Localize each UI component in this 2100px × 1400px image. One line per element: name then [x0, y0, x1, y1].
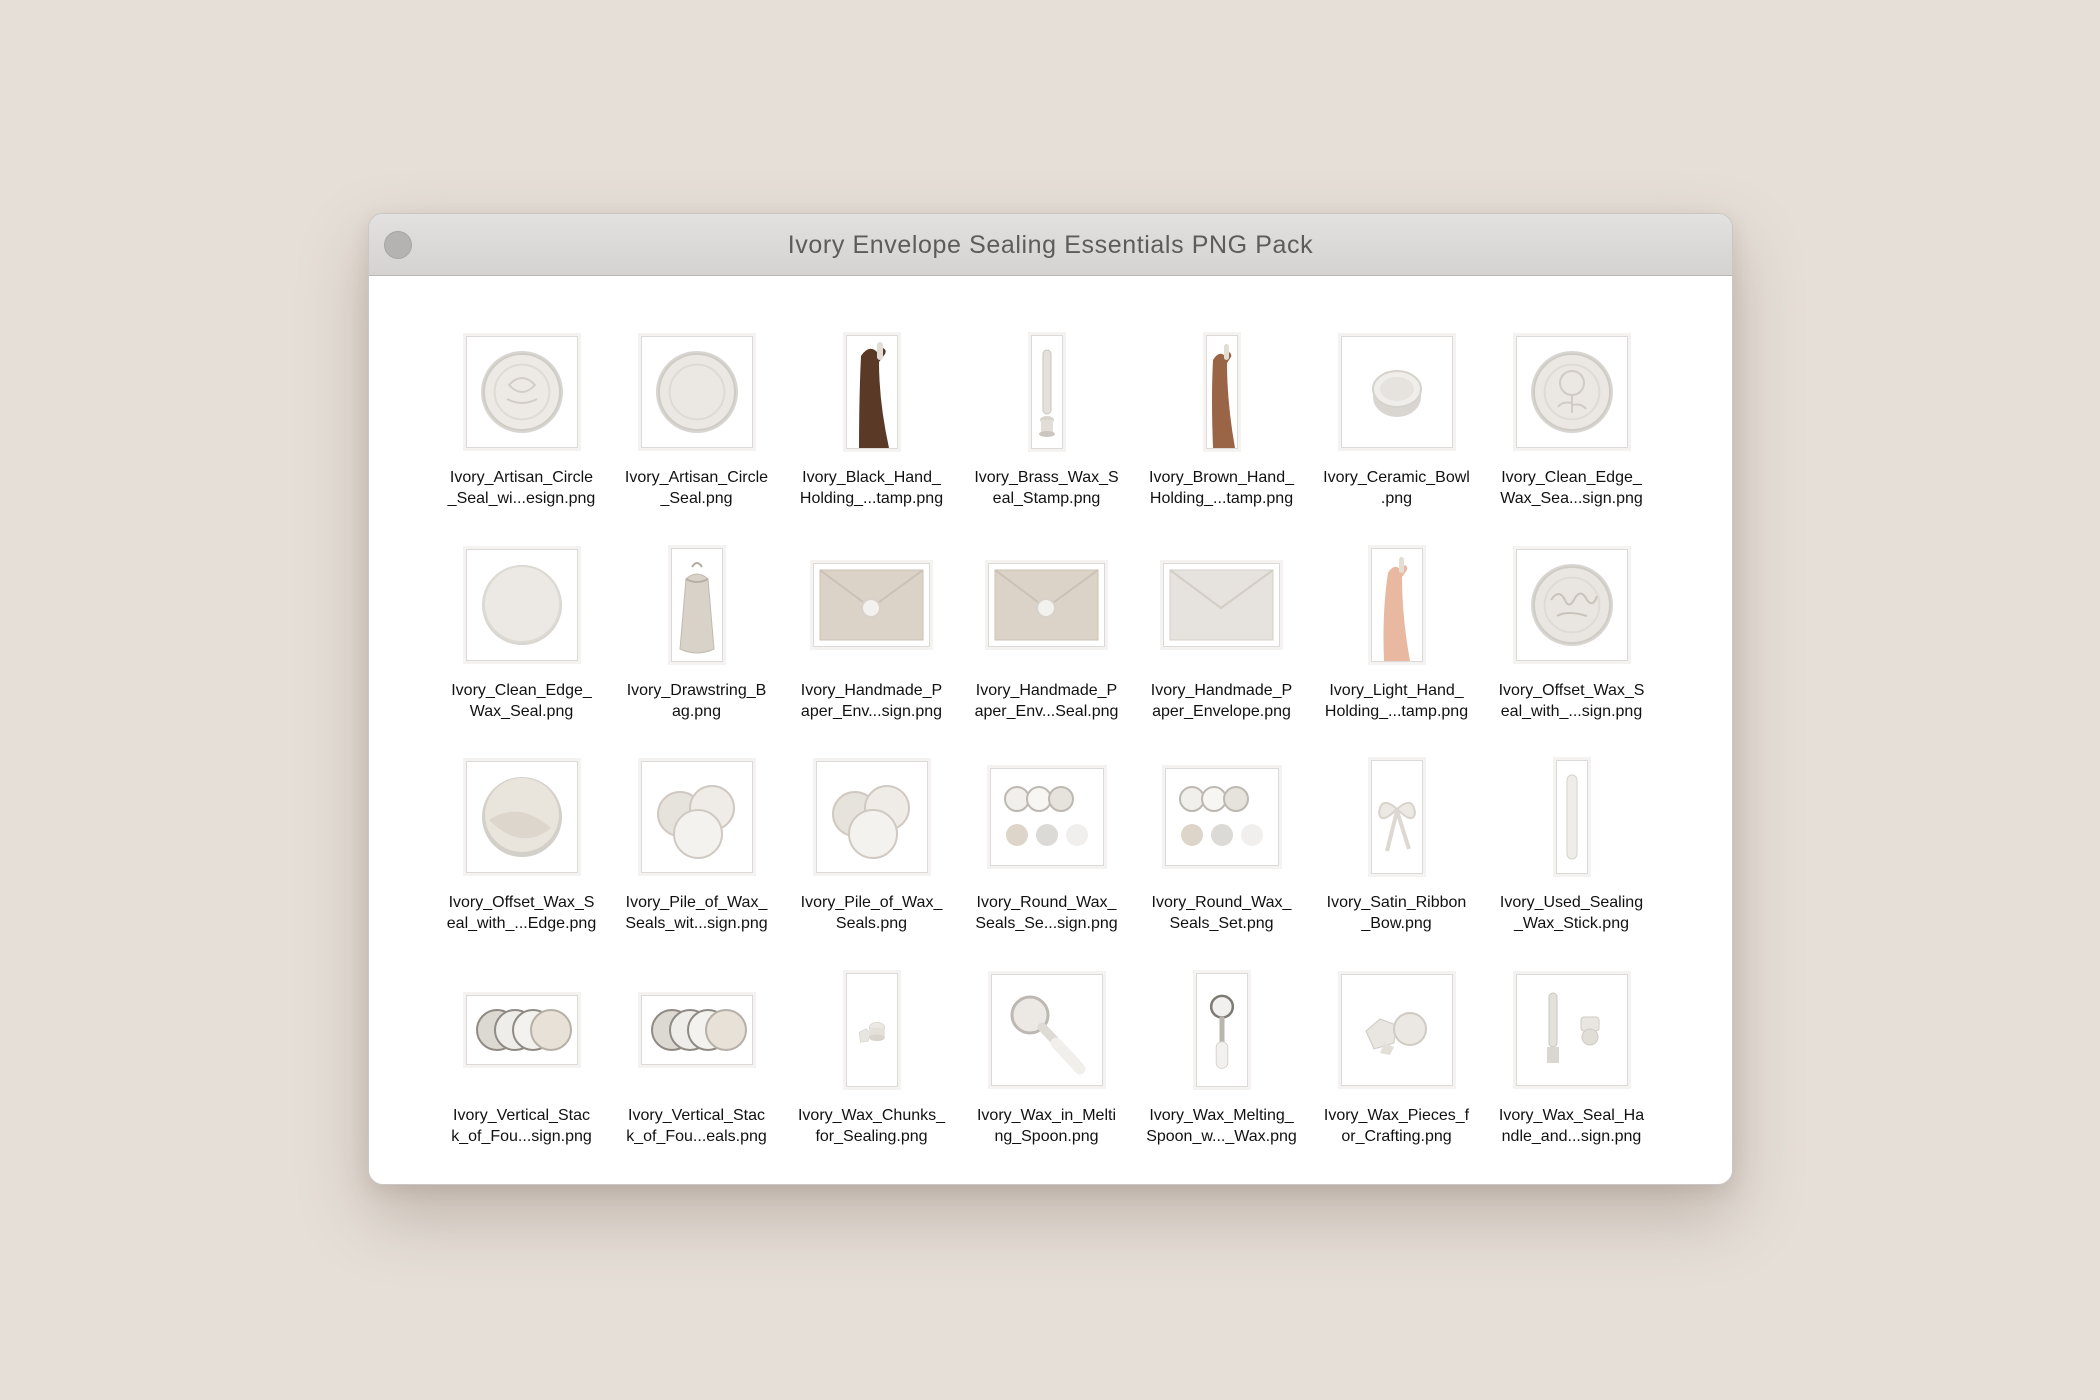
file-name-line2: .png [1380, 490, 1413, 507]
thumbnail-area [434, 967, 609, 1093]
file-item[interactable] [784, 542, 959, 755]
thumbnail-area [784, 542, 959, 668]
file-name-line1: Ivory_Wax_Seal_Ha [1498, 1106, 1645, 1124]
file-name-line1: Ivory_Light_Hand_ [1329, 681, 1464, 699]
title-bar [369, 214, 1732, 276]
file-name-line1: Ivory_Round_Wax_ [1151, 894, 1292, 911]
file-item[interactable] [609, 754, 784, 967]
file-name-line1: Ivory_Handmade_P [1150, 681, 1293, 699]
seal-design-icon [466, 336, 578, 448]
hand-light-icon [1371, 548, 1423, 662]
file-name-line2: k_of_Fou...eals.png [626, 1127, 767, 1145]
file-name [784, 680, 959, 722]
thumbnail-area [434, 754, 609, 880]
file-name-line1: Ivory_Wax_Pieces_f [1323, 1106, 1470, 1124]
spoon-icon [1196, 973, 1248, 1087]
thumbnail-area [1134, 967, 1309, 1093]
seal-rose-icon [1516, 336, 1628, 448]
file-name-line2: Holding_...tamp.png [799, 490, 944, 507]
file-name [784, 892, 959, 934]
file-item[interactable] [1484, 754, 1659, 967]
file-name [1134, 892, 1309, 934]
file-name-line2: Wax_Seal.png [469, 702, 574, 720]
file-name-line2: ng_Spoon.png [994, 1127, 1099, 1145]
file-name [434, 680, 609, 722]
thumbnail-area [1484, 542, 1659, 668]
thumbnail-area [1484, 754, 1659, 880]
file-item[interactable] [1484, 329, 1659, 542]
file-name [434, 467, 609, 509]
file-grid [434, 329, 1659, 1179]
file-name-line2: ag.png [672, 702, 721, 720]
file-name [784, 467, 959, 509]
seal-stack-icon [466, 995, 578, 1065]
file-name-line1: Ivory_Vertical_Stac [628, 1106, 765, 1124]
thumbnail-area [959, 542, 1134, 668]
envelope-seal-icon [813, 563, 930, 647]
file-name-line2: _Seal_wi...esign.png [447, 490, 596, 507]
file-item[interactable] [959, 329, 1134, 542]
bowl-icon [1341, 336, 1453, 448]
file-item[interactable] [609, 329, 784, 542]
file-name-line2: ndle_and...sign.png [1501, 1127, 1642, 1145]
thumbnail-area [1484, 967, 1659, 1093]
file-name-line1: Ivory_Used_Sealing [1499, 894, 1644, 911]
wax-pieces-icon [1341, 974, 1453, 1086]
file-item[interactable] [784, 329, 959, 542]
file-name-line2: Wax_Sea...sign.png [1500, 490, 1643, 507]
file-name [1484, 467, 1659, 509]
file-name-line1: Ivory_Vertical_Stac [453, 1106, 590, 1124]
thumbnail-area [609, 967, 784, 1093]
stamp-handle-icon [1516, 974, 1628, 1086]
file-name-line1: Ivory_Wax_in_Melti [976, 1106, 1116, 1124]
file-name-line1: Ivory_Handmade_P [800, 681, 943, 699]
file-name-line1: Ivory_Satin_Ribbon [1326, 894, 1467, 911]
seal-plain-icon [641, 336, 753, 448]
wax-chunks-icon [846, 973, 898, 1087]
thumbnail-area [1134, 542, 1309, 668]
thumbnail-area [1309, 542, 1484, 668]
thumbnail-area [959, 967, 1134, 1093]
thumbnail-area [609, 542, 784, 668]
file-name-line1: Ivory_Black_Hand_ [802, 469, 941, 486]
thumbnail-area [784, 754, 959, 880]
file-name-line1: Ivory_Drawstring_B [626, 681, 767, 699]
file-item[interactable] [1309, 967, 1484, 1180]
thumbnail-area [1484, 329, 1659, 455]
thumbnail-area [784, 967, 959, 1093]
file-name [609, 680, 784, 722]
file-name-line1: Ivory_Artisan_Circle [449, 469, 594, 486]
file-name [1484, 680, 1659, 722]
thumbnail-area [959, 329, 1134, 455]
file-item[interactable] [434, 754, 609, 967]
file-item[interactable] [609, 967, 784, 1180]
file-name [1309, 680, 1484, 722]
file-name [609, 892, 784, 934]
file-name-line2: eal_Stamp.png [992, 490, 1101, 507]
file-item[interactable] [609, 542, 784, 755]
finder-window [368, 213, 1733, 1185]
wax-stick-icon [1556, 760, 1588, 874]
file-name-line1: Ivory_Wax_Melting_ [1149, 1106, 1294, 1124]
file-name-line2: k_of_Fou...sign.png [451, 1127, 592, 1145]
seal-offset-icon [466, 761, 578, 873]
file-name-line2: or_Crafting.png [1341, 1127, 1452, 1145]
file-name [1309, 467, 1484, 509]
hand-brown-icon [1206, 335, 1238, 449]
thumbnail-area [609, 754, 784, 880]
file-item[interactable] [784, 967, 959, 1180]
envelope-icon [1163, 563, 1280, 647]
file-name-line1: Ivory_Ceramic_Bowl [1323, 469, 1470, 486]
file-name-line2: eal_with_...sign.png [1500, 702, 1643, 720]
file-name-line2: Holding_...tamp.png [1324, 702, 1469, 720]
file-name-line1: Ivory_Offset_Wax_S [1498, 681, 1645, 699]
file-name [959, 892, 1134, 934]
file-name [959, 680, 1134, 722]
file-name [1484, 1105, 1659, 1147]
seal-set-icon [990, 768, 1104, 866]
file-name-line2: Seals.png [835, 915, 908, 932]
file-name [1309, 1105, 1484, 1147]
melting-spoon-icon [991, 974, 1103, 1086]
envelope-seal-icon [988, 563, 1105, 647]
file-item[interactable] [434, 542, 609, 755]
file-name-line1: Ivory_Artisan_Circle [624, 469, 769, 486]
bag-icon [671, 548, 723, 662]
seal-stack-icon [641, 995, 753, 1065]
file-name-line2: aper_Env...sign.png [800, 702, 943, 720]
file-name-line1: Ivory_Brown_Hand_ [1149, 469, 1294, 486]
file-item[interactable] [1309, 754, 1484, 967]
file-item[interactable] [434, 967, 609, 1180]
file-name-line1: Ivory_Pile_of_Wax_ [625, 894, 768, 911]
ribbon-bow-icon [1371, 760, 1423, 874]
file-name-line2: eal_with_...Edge.png [446, 915, 597, 932]
file-name [1484, 892, 1659, 934]
file-name-line2: Seals_wit...sign.png [625, 915, 768, 932]
file-name-line2: Seals_Se...sign.png [975, 915, 1118, 932]
file-name-line2: Spoon_w..._Wax.png [1146, 1127, 1297, 1145]
file-name-line1: Ivory_Round_Wax_ [976, 894, 1117, 911]
file-name-line2: aper_Env...Seal.png [974, 702, 1119, 720]
thumbnail-area [1309, 754, 1484, 880]
thumbnail-area [609, 329, 784, 455]
file-item[interactable] [784, 754, 959, 967]
file-name-line2: Holding_...tamp.png [1149, 490, 1294, 507]
window-title: Ivory Envelope Sealing Essentials PNG Pack [787, 231, 1314, 259]
stamp-icon [1031, 335, 1063, 449]
file-item[interactable] [1134, 329, 1309, 542]
file-item[interactable] [1134, 542, 1309, 755]
file-name-line1: Ivory_Brass_Wax_S [974, 469, 1119, 486]
thumbnail-area [784, 329, 959, 455]
file-name [1134, 1105, 1309, 1147]
file-item[interactable] [959, 967, 1134, 1180]
thumbnail-area [1309, 967, 1484, 1093]
file-name-line2: Seals_Set.png [1169, 915, 1274, 932]
seal-pile-icon [816, 761, 928, 873]
file-name-line2: for_Sealing.png [815, 1127, 928, 1145]
file-name-line2: aper_Envelope.png [1152, 702, 1291, 720]
file-name-line1: Ivory_Clean_Edge_ [451, 681, 592, 699]
file-name [959, 467, 1134, 509]
file-name-line1: Ivory_Handmade_P [975, 681, 1118, 699]
file-name [1134, 680, 1309, 722]
thumbnail-area [1134, 329, 1309, 455]
hand-dark-icon [846, 335, 898, 449]
file-name [959, 1105, 1134, 1147]
seal-clean-icon [466, 549, 578, 661]
file-name [609, 467, 784, 509]
file-name-line1: Ivory_Offset_Wax_S [448, 894, 595, 911]
file-name [434, 892, 609, 934]
file-item[interactable] [1309, 329, 1484, 542]
file-name-line1: Ivory_Wax_Chunks_ [797, 1106, 946, 1124]
file-name-line1: Ivory_Clean_Edge_ [1501, 469, 1642, 486]
thumbnail-area [1134, 754, 1309, 880]
file-item[interactable] [1134, 967, 1309, 1180]
seal-set-icon [1165, 768, 1279, 866]
file-name-line2: _Seal.png [660, 490, 733, 507]
file-name-line2: _Bow.png [1361, 915, 1432, 932]
file-item[interactable] [959, 754, 1134, 967]
thumbnail-area [434, 542, 609, 668]
file-name-line1: Ivory_Pile_of_Wax_ [800, 894, 943, 911]
seal-script-icon [1516, 549, 1628, 661]
file-item[interactable] [1134, 754, 1309, 967]
file-name [609, 1105, 784, 1147]
seal-pile-icon [641, 761, 753, 873]
file-item[interactable] [959, 542, 1134, 755]
thumbnail-area [959, 754, 1134, 880]
file-name [1309, 892, 1484, 934]
thumbnail-area [1309, 329, 1484, 455]
file-item[interactable] [434, 329, 609, 542]
file-name [1134, 467, 1309, 509]
thumbnail-area [434, 329, 609, 455]
file-name [784, 1105, 959, 1147]
file-item[interactable] [1309, 542, 1484, 755]
file-item[interactable] [1484, 967, 1659, 1180]
file-item[interactable] [1484, 542, 1659, 755]
file-name [434, 1105, 609, 1147]
file-name-line2: _Wax_Stick.png [1513, 915, 1629, 932]
